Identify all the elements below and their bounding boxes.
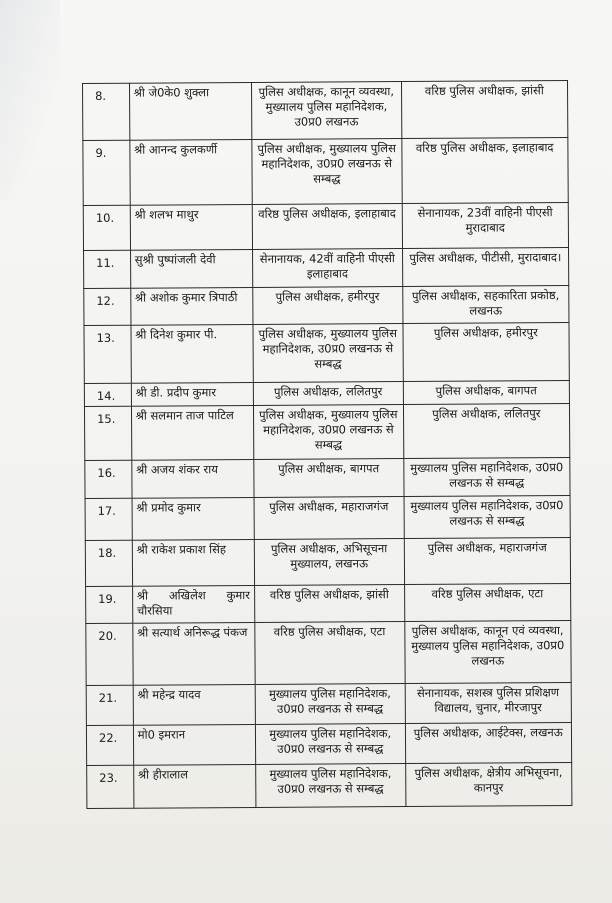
new-posting: सेनानायक, सशस्त्र पुलिस प्रशिक्षण विद्यालय, चुनार, मीरजापुर xyxy=(405,683,572,724)
officer-name: मो0 इमरान xyxy=(133,724,255,765)
officer-name: श्री सलमान ताज पाटिल xyxy=(131,405,253,460)
serial-number: 22. xyxy=(86,725,133,765)
new-posting: पुलिस अधीक्षक, पीटीसी, मुरादाबाद। xyxy=(402,248,569,287)
table-row xyxy=(86,621,571,686)
current-posting: वरिष्ठ पुलिस अधीक्षक, इलाहाबाद xyxy=(252,204,402,250)
new-posting: पुलिस अधीक्षक, ललितपुर xyxy=(403,404,570,459)
new-posting: पुलिस अधीक्षक, महाराजगंज xyxy=(404,538,571,585)
officer-name: श्री दिनेश कुमार पी. xyxy=(131,324,253,383)
table-row xyxy=(84,323,569,384)
new-posting: पुलिस अधीक्षक, बागपत xyxy=(403,381,570,405)
serial-number: 9. xyxy=(83,140,130,205)
serial-number: 21. xyxy=(86,685,133,725)
table-row xyxy=(84,286,569,326)
serial-number: 16. xyxy=(85,460,132,498)
serial-number: 17. xyxy=(85,498,132,540)
current-posting: पुलिस अधीक्षक, बागपत xyxy=(254,459,404,498)
table-row xyxy=(84,404,569,461)
current-posting: मुख्यालय पुलिस महानिदेशक, उ0प्र0 लखनऊ से सम्बद्ध xyxy=(255,724,405,765)
serial-number: 23. xyxy=(87,765,134,808)
new-posting: पुलिस अधीक्षक, कानून एवं व्यवस्था, मुख्यालय पुलिस महानिदेशक, उ0प्र0 लखनऊ xyxy=(404,621,571,684)
current-posting: वरिष्ठ पुलिस अधीक्षक, झांसी xyxy=(254,585,404,623)
officer-name: श्री सत्यार्थ अनिरूद्ध पंकज xyxy=(133,622,256,685)
serial-number: 10. xyxy=(83,205,130,250)
current-posting: पुलिस अधीक्षक, हमीरपुर xyxy=(253,287,403,325)
new-posting: वरिष्ठ पुलिस अधीक्षक, इलाहाबाद xyxy=(401,138,568,204)
transfer-table xyxy=(82,80,572,809)
new-posting: पुलिस अधीक्षक, क्षेत्रीय अभिसूचना, कानपुर xyxy=(405,763,572,807)
serial-number: 19. xyxy=(86,586,133,623)
new-posting: मुख्यालय पुलिस महानिदेशक, उ0प्र0 लखनऊ से सम्बद्ध xyxy=(403,458,570,497)
officer-name: श्री राकेश प्रकाश सिंह xyxy=(132,539,254,586)
table-row xyxy=(84,381,569,407)
current-posting: मुख्यालय पुलिस महानिदेशक, उ0प्र0 लखनऊ से सम्बद्ध xyxy=(255,684,405,725)
officer-name: श्री प्रमोद कुमार xyxy=(132,497,254,540)
current-posting: पुलिस अधीक्षक, ललितपुर xyxy=(253,382,403,406)
table-row xyxy=(85,538,570,587)
officer-name: श्री अशोक कुमार त्रिपाठी xyxy=(130,287,252,325)
table-row xyxy=(84,248,569,289)
page-fold-shadow xyxy=(0,0,60,200)
serial-number: 15. xyxy=(84,406,131,460)
current-posting: पुलिस अधीक्षक, मुख्यालय पुलिस महानिदेशक, उ0प्र0 लखनऊ से सम्बद्ध xyxy=(252,139,402,205)
current-posting: पुलिस अधीक्षक, कानून व्यवस्था, मुख्यालय पुलिस महानिदेशक, उ0प्र0 लखनऊ xyxy=(251,82,401,140)
current-posting: मुख्यालय पुलिस महानिदेशक, उ0प्र0 लखनऊ से सम्बद्ध xyxy=(256,764,406,808)
current-posting: पुलिस अधीक्षक, महाराजगंज xyxy=(254,497,404,540)
new-posting: वरिष्ठ पुलिस अधीक्षक, एटा xyxy=(404,584,571,622)
table-row xyxy=(87,763,572,809)
serial-number: 20. xyxy=(86,623,133,685)
table-row xyxy=(83,138,568,206)
serial-number: 8. xyxy=(83,83,130,140)
current-posting: पुलिस अधीक्षक, अभिसूचना मुख्यालय, लखनऊ xyxy=(254,539,404,586)
serial-number: 11. xyxy=(84,250,131,288)
officer-name: श्री अजय शंकर राय xyxy=(132,459,254,498)
new-posting: पुलिस अधीक्षक, आईटेक्स, लखनऊ xyxy=(405,723,572,764)
officer-name: श्री डी. प्रदीप कुमार xyxy=(131,382,253,406)
table-row xyxy=(83,81,568,141)
table-row xyxy=(86,683,571,726)
new-posting: मुख्यालय पुलिस महानिदेशक, उ0प्र0 लखनऊ से सम्बद्ध xyxy=(404,496,571,539)
officer-name: श्री महेन्द्र यादव xyxy=(133,684,255,725)
officer-name: श्री आनन्द कुलकर्णी xyxy=(130,139,253,205)
serial-number: 12. xyxy=(84,288,131,325)
serial-number: 18. xyxy=(85,540,132,586)
table-row xyxy=(85,496,570,541)
officer-name: श्री जे0के0 शुक्ला xyxy=(129,82,251,140)
new-posting: सेनानायक, 23वीं वाहिनी पीएसी मुरादाबाद xyxy=(402,203,569,249)
transfer-table-body xyxy=(83,81,572,809)
serial-number: 13. xyxy=(84,325,131,383)
table-row xyxy=(86,723,571,766)
current-posting: वरिष्ठ पुलिस अधीक्षक, एटा xyxy=(255,622,405,685)
current-posting: पुलिस अधीक्षक, मुख्यालय पुलिस महानिदेशक, उ0प्र0 लखनऊ से सम्बद्ध xyxy=(253,405,403,460)
current-posting: सेनानायक, 42वीं वाहिनी पीएसी इलाहाबाद xyxy=(252,249,402,288)
serial-number: 14. xyxy=(84,383,131,406)
new-posting: पुलिस अधीक्षक, सहकारिता प्रकोष्ठ, लखनऊ xyxy=(402,286,569,324)
officer-name: श्री अखिलेश कुमार चौरसिया xyxy=(132,585,254,623)
officer-name: सुश्री पुष्पांजली देवी xyxy=(130,249,252,288)
table-row xyxy=(86,584,571,624)
table-row xyxy=(83,203,568,251)
officer-name: श्री शलभ माथुर xyxy=(130,204,252,250)
table-row xyxy=(85,458,570,499)
new-posting: पुलिस अधीक्षक, हमीरपुर xyxy=(403,323,570,382)
officer-name: श्री हीरालाल xyxy=(133,764,255,808)
current-posting: पुलिस अधीक्षक, मुख्यालय पुलिस महानिदेशक, उ0प्र0 लखनऊ से सम्बद्ध xyxy=(253,324,403,383)
new-posting: वरिष्ठ पुलिस अधीक्षक, झांसी xyxy=(401,81,568,139)
